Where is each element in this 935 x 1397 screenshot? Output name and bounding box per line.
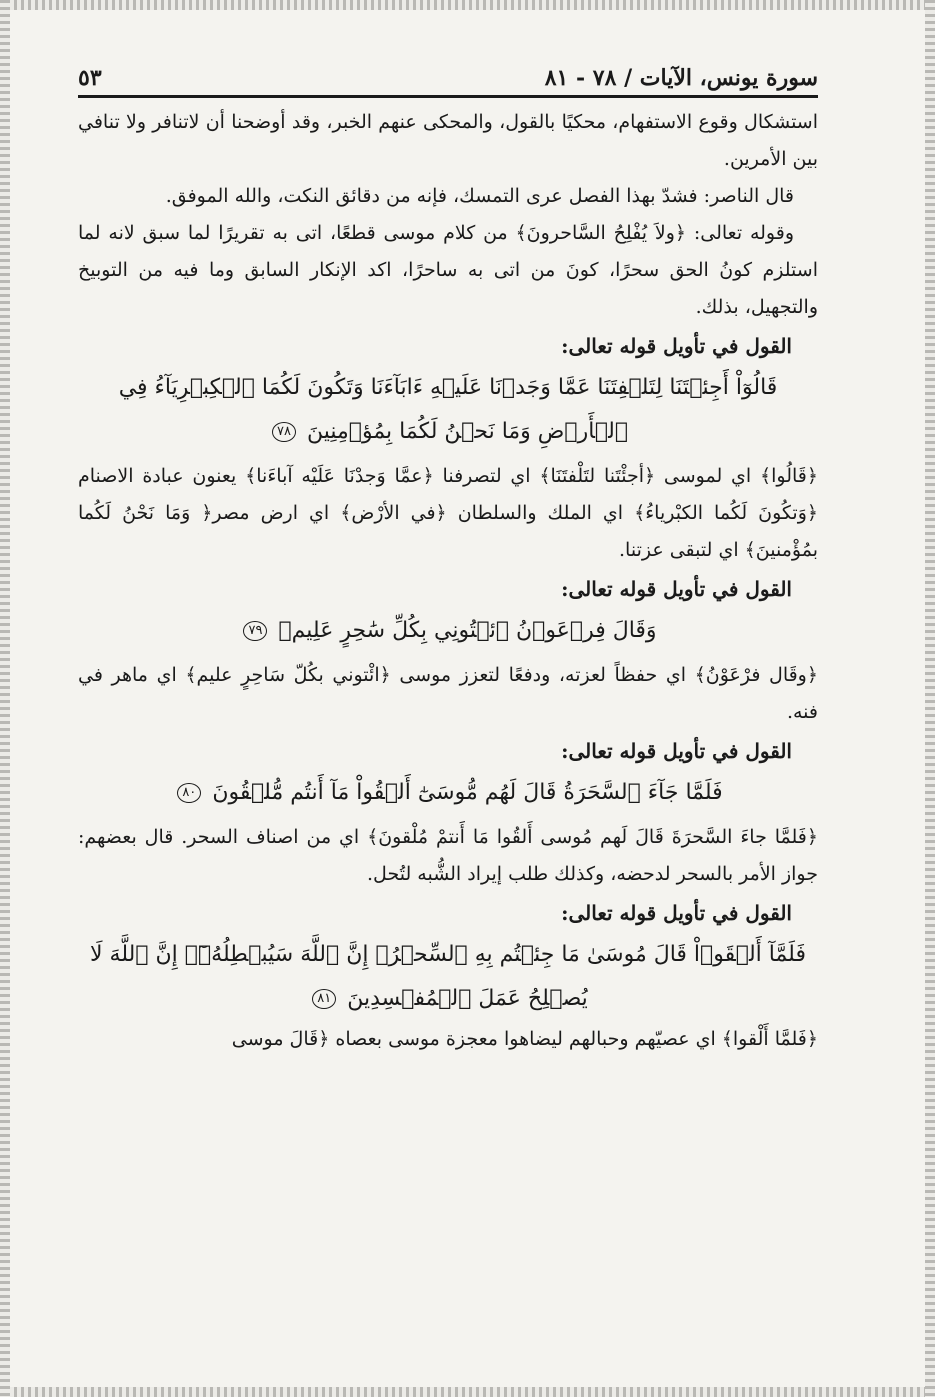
section-heading-2: القول في تأويل قوله تعالى:	[561, 577, 792, 601]
verse-80	[78, 771, 818, 815]
page-header	[78, 55, 818, 98]
book-page	[78, 55, 818, 1345]
verse-78	[78, 366, 818, 454]
verse-text: وَقَالَ فِرۡعَوۡنُ ٱئۡتُونِي بِكُلِّ سَٰحِرٍ عَلِيمٖ	[278, 618, 657, 643]
ayah-number-marker: ٨٠	[177, 783, 201, 803]
section-heading-1: القول في تأويل قوله تعالى:	[561, 334, 792, 358]
verse-79	[78, 609, 818, 653]
paragraph-6: ﴿فَلمَّا جاءَ السَّحرَةَ قَالَ لَهم مُوسى أَلقُوا مَا أَنتمْ مُلْقونَ﴾ اي من اصناف السحر. قال بعضهم: جواز الأمر بالسحر لدحضه، وكذلك طلب إيراد الشُّبه لتُحل.	[78, 826, 818, 885]
section-heading-3: القول في تأويل قوله تعالى:	[561, 739, 792, 763]
section-heading-4: القول في تأويل قوله تعالى:	[561, 901, 792, 925]
running-title: سورة يونس، الآيات / ٧٨ - ٨١	[544, 65, 818, 91]
page-number: ٥٣	[78, 65, 102, 91]
paragraph-5: ﴿وقَال فرْعَوْنُ﴾ اي حفظاً لعزته، ودفعًا لتعزز موسى ﴿ائْتوني بكُلّ سَاحِرٍ عليم﴾ اي ماهر في فنه.	[78, 664, 818, 723]
decorative-border-top	[0, 0, 935, 10]
paragraph-7: ﴿فَلمَّا أَلْقوا﴾ اي عصيّهم وحبالهم ليضاهوا معجزة موسى بعصاه ﴿قَالَ موسى	[231, 1028, 818, 1050]
verse-text: قَالُوٓاْ أَجِئۡتَنَا لِتَلۡفِتَنَا عَمَّا وَجَدۡنَا عَلَيۡهِ ءَابَآءَنَا وَتَكُونَ لَكُمَا ٱلۡكِبۡرِيَآءُ فِي ٱلۡأَرۡضِ وَمَا نَحۡنُ لَكُمَا بِمُؤۡمِنِينَ	[118, 375, 778, 444]
verse-text: فَلَمَّآ أَلۡقَوۡاْ قَالَ مُوسَىٰ مَا جِئۡتُم بِهِ ٱلسِّحۡرُۖ إِنَّ ٱللَّهَ سَيُبۡطِلُهُۥٓۖ إِنَّ ٱللَّهَ لَا يُصۡلِحُ عَمَلَ ٱلۡمُفۡسِدِينَ	[90, 942, 806, 1011]
ayah-number-marker: ٨١	[312, 989, 336, 1009]
decorative-border-left	[0, 0, 10, 1397]
verse-text: فَلَمَّا جَآءَ ٱلسَّحَرَةُ قَالَ لَهُم مُّوسَىٰٓ أَلۡقُواْ مَآ أَنتُم مُّلۡقُونَ	[212, 780, 723, 805]
ayah-number-marker: ٧٩	[243, 621, 267, 641]
decorative-border-bottom	[0, 1387, 935, 1397]
ayah-number-marker: ٧٨	[272, 422, 296, 442]
verse-81	[78, 933, 818, 1021]
paragraph-1: استشكال وقوع الاستفهام، محكيًا بالقول، والمحكى عنهم الخبر، وقد أوضحنا أن لاتنافر ولا تنافي بين الأمرين.	[78, 111, 818, 170]
paragraph-4: ﴿قَالُوا﴾ اي لموسى ﴿أجئْتَنا لتَلْفتَنَا﴾ اي لتصرفنا ﴿عمَّا وَجدْنَا عَلَيْه آباءَنا﴾ يعنون عبادة الاصنام ﴿وَتكُونَ لَكُما الكبْرياءُ﴾ اي الملك والسلطان ﴿في الأرْض﴾ اي ارض مصر﴿ وَمَا نَحْنُ لَكُما بمُؤْمنينَ﴾ اي لتبقى عزتنا.	[78, 465, 818, 561]
paragraph-2: قال الناصر: فشدّ بهذا الفصل عرى التمسك، فإنه من دقائق النكت، والله الموفق.	[165, 185, 794, 207]
decorative-border-right	[925, 0, 935, 1397]
paragraph-3: وقوله تعالى: ﴿ولاَ يُفْلِحُ السَّاحرونَ﴾ من كلام موسى قطعًا، اتى به تقريرًا لما سبق لانه لما استلزم كونُ الحق سحرًا، كونَ من اتى به ساحرًا، اكد الإنكار السابق وما فيه من التوبيخ والتجهيل، بذلك.	[78, 222, 818, 318]
